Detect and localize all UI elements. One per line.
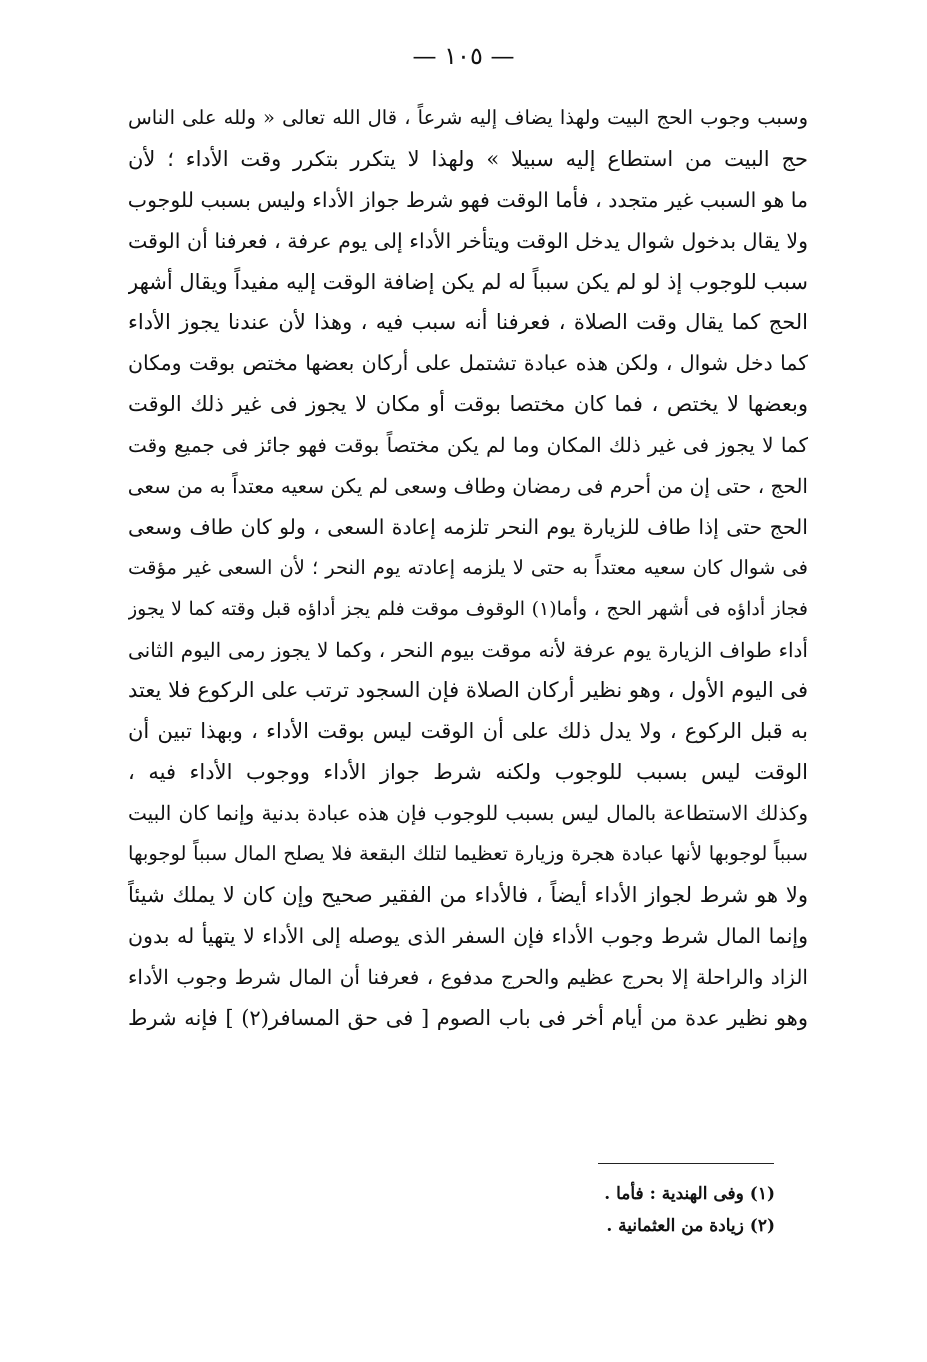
text-line: كما دخل شوال ، ولكن هذه عبادة تشتمل على أركان بعضها مختص بوقت ومكان bbox=[128, 351, 808, 376]
page-number: — ١٠٥ — bbox=[412, 42, 515, 70]
text-line: الحج ، حتى إن من أحرم فى رمضان وطاف وسعى لم يكن سعيه معتداً به من سعى bbox=[128, 474, 808, 499]
text-line: ولا هو شرط لجواز الأداء أيضاً ، فالأداء من الفقير صحيح وإن كان لا يملك شيئاً bbox=[128, 882, 808, 907]
footnote: (٢) زيادة من العثمانية . bbox=[606, 1216, 775, 1236]
text-line: فى شوال كان سعيه معتداً به حتى لا يلزمه إعادته يوم النحر ؛ لأن السعى غير مؤقت bbox=[128, 555, 808, 579]
footnote-separator bbox=[598, 1163, 774, 1164]
text-line: الوقت ليس بسبب للوجوب ولكنه شرط جواز الأداء ووجوب الأداء فيه ، bbox=[128, 760, 808, 785]
text-line: فجاز أداؤه فى أشهر الحج ، وأما(١) الوقوف موقت فلم يجز أداؤه قبل وقته كما لا يجوز bbox=[128, 597, 808, 620]
text-line: ما هو السبب غير متجدد ، فأما الوقت فهو شرط جواز الأداء وليس بسبب للوجوب bbox=[128, 187, 808, 212]
text-line: الحج حتى إذا طاف للزيارة يوم النحر تلزمه إعادة السعى ، ولو كان طاف وسعى bbox=[128, 514, 808, 539]
text-line: أداء طواف الزيارة يوم عرفة لأنه موقت بيوم النحر ، وكما لا يجوز رمى اليوم الثانى bbox=[128, 637, 808, 662]
text-line: الحج كما يقال وقت الصلاة ، فعرفنا أنه سبب فيه ، وهذا لأن عندنا يجوز الأداء bbox=[128, 310, 808, 335]
text-line: وكذلك الاستطاعة بالمال ليس بسبب للوجوب فإن هذه عبادة بدنية وإنما كان البيت bbox=[128, 801, 808, 826]
text-line: الزاد والراحلة إلا بحرج عظيم والحرج مدفوع ، فعرفنا أن المال شرط وجوب الأداء bbox=[128, 964, 808, 989]
text-line: وإنما المال شرط وجوب الأداء فإن السفر الذى يوصله إلى الأداء لا يتهيأ له بدون bbox=[128, 923, 808, 948]
text-line: وهو نظير عدة من أيام أخر فى باب الصوم [ فى حق المسافر(٢) ] فإنه شرط bbox=[128, 1005, 808, 1030]
text-line: ولا يقال بدخول شوال يدخل الوقت ويتأخر الأداء إلى يوم عرفة ، فعرفنا أن الوقت bbox=[128, 228, 808, 253]
text-line: سبباً لوجوبها لأنها عبادة هجرة وزيارة تعظيما لتلك البقعة فلا يصلح المال سبباً لوجوبها bbox=[128, 842, 808, 866]
footnotes-block bbox=[560, 1178, 775, 1242]
text-line: سبب للوجوب إذ لو لم يكن سبباً له لم يكن إضافة الوقت إليه مفيداً ويقال أشهر bbox=[128, 269, 808, 294]
text-line: به قبل الركوع ، ولا يدل ذلك على أن الوقت ليس بوقت الأداء ، وبهذا تبين أن bbox=[128, 719, 808, 744]
text-line: وسبب وجوب الحج البيت ولهذا يضاف إليه شرعاً ، قال الله تعالى « ولله على الناس bbox=[128, 106, 808, 129]
text-line: كما لا يجوز فى غير ذلك المكان وما لم يكن مختصاً بوقت فهو جائز فى جميع وقت bbox=[128, 433, 808, 458]
text-line: وبعضها لا يختص ، فما كان مختصا بوقت أو مكان لا يجوز فى غير ذلك الوقت bbox=[128, 392, 808, 417]
main-text-block bbox=[128, 98, 808, 1038]
text-line: فى اليوم الأول ، وهو نظير أركان الصلاة فإن السجود ترتب على الركوع فلا يعتد bbox=[128, 678, 808, 703]
text-line: حج البيت من استطاع إليه سبيلا » ولهذا لا يتكرر بتكرر وقت الأداء ؛ لأن bbox=[128, 146, 808, 171]
footnote: (١) وفى الهندية : فأما . bbox=[604, 1184, 775, 1204]
